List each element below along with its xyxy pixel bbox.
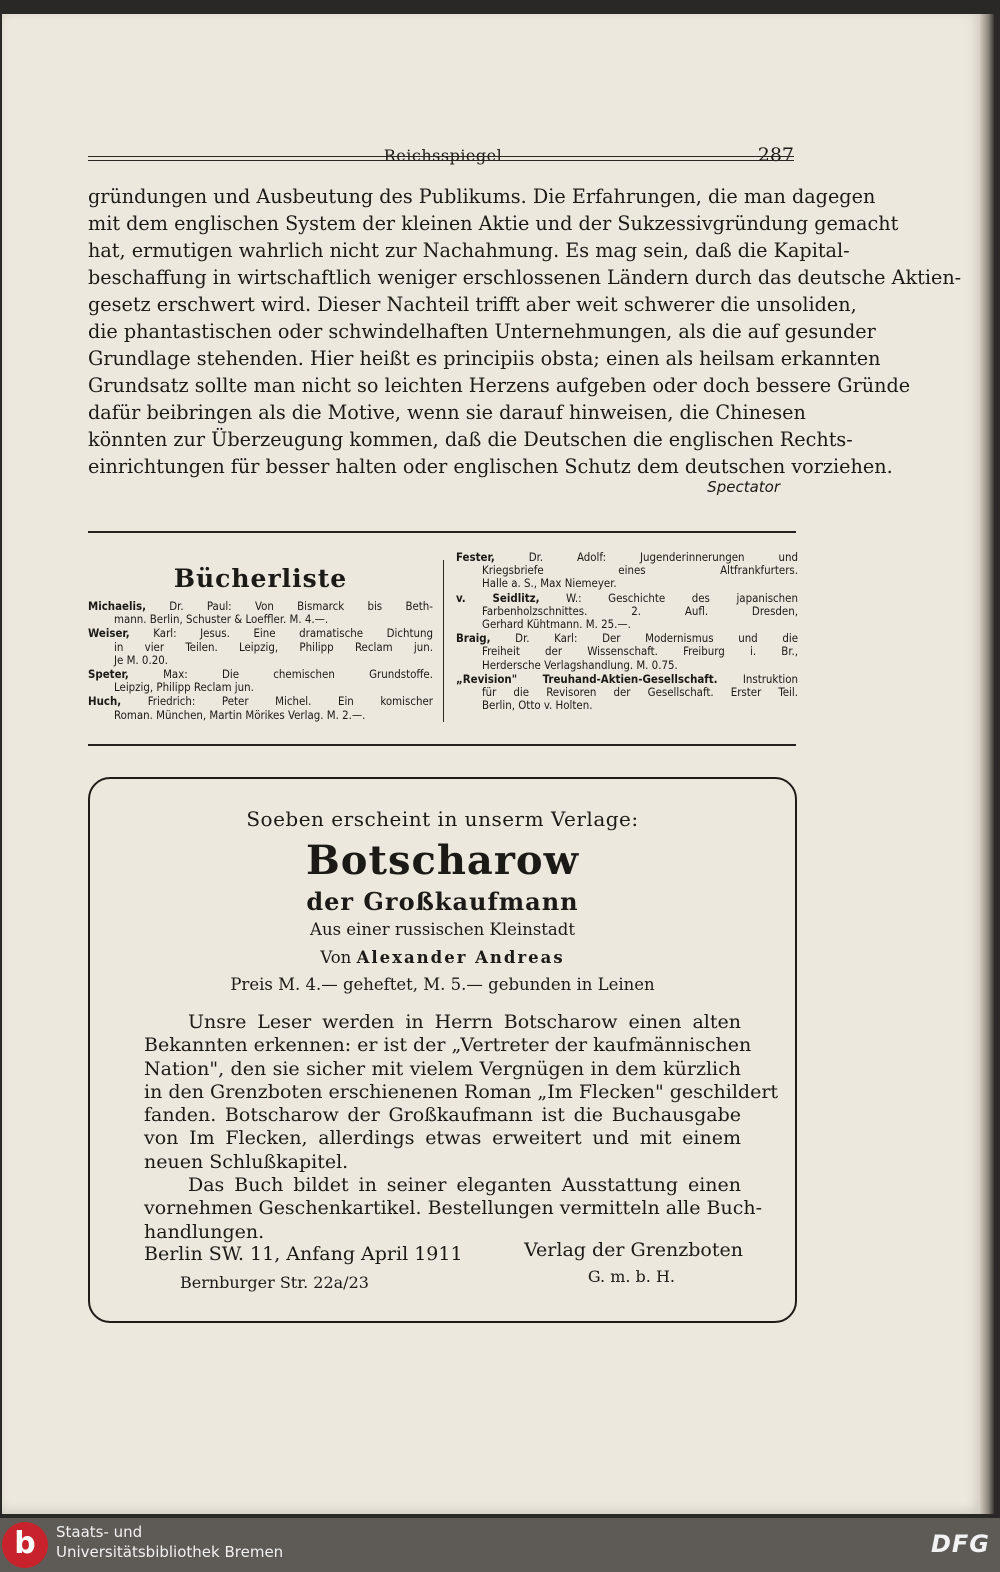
ad-author-prefix: Von xyxy=(320,948,352,967)
book-entry xyxy=(456,632,798,672)
book-entry-line: Roman. München, Martin Mörikes Verlag. M. 2.—. xyxy=(114,707,366,722)
dfg-logo[interactable]: DFG xyxy=(930,1530,990,1558)
book-entry-line: Herdersche Verlagshandlung. M. 0.75. xyxy=(482,657,678,672)
book-entry-line: v. Seidlitz, W.: Geschichte des japanischen xyxy=(456,590,798,605)
book-entry-line: Halle a. S., Max Niemeyer. xyxy=(482,576,617,591)
ad-company-form: G. m. b. H. xyxy=(587,1267,675,1286)
article-line: gesetz erschwert wird. Dieser Nachteil trifft aber weit schwerer die unsoliden, xyxy=(88,293,857,316)
book-list-left-entries xyxy=(88,600,433,723)
book-entry xyxy=(88,627,433,667)
book-entry-line: mann. Berlin, Schuster & Loeffler. M. 4.—. xyxy=(114,612,329,627)
ad-line: vornehmen Geschenkartikel. Bestellungen vermitteln alle Buch- xyxy=(144,1197,763,1220)
column-divider xyxy=(443,560,444,722)
book-list-title: Bücherliste xyxy=(173,564,348,593)
book-entry-line: Weiser, Karl: Jesus. Eine dramatische Dichtung xyxy=(88,626,433,641)
ad-line: fanden. Botscharow der Großkaufmann ist die Buchausgabe xyxy=(144,1104,741,1127)
book-entry-line: Farbenholzschnittes. 2. Aufl. Dresden, xyxy=(482,603,798,618)
advertisement-box xyxy=(88,777,797,1323)
book-entry-author: „Revision" Treuhand-Aktien-Gesellschaft. xyxy=(456,671,718,686)
ad-publisher: Verlag der Grenzboten xyxy=(524,1239,743,1261)
ad-street: Bernburger Str. 22a/23 xyxy=(180,1273,369,1292)
running-title: Reichsspiegel xyxy=(383,146,503,165)
article-text xyxy=(88,183,962,480)
book-entry-author: v. Seidlitz, xyxy=(456,590,540,605)
book-entry-author: Speter, xyxy=(88,667,129,682)
book-entry-line: Speter, Max: Die chemischen Grundstoffe. xyxy=(88,667,433,682)
book-entry-line: für die Revisoren der Gesellschaft. Erster Teil. xyxy=(482,685,798,700)
book-entry-line: Je M. 0.20. xyxy=(114,652,168,667)
ad-line: in den Grenzboten erschienenen Roman „Im Flecken" geschildert xyxy=(144,1080,779,1103)
article-line: mit dem englischen System der kleinen Aktie und der Sukzessivgründung gemacht xyxy=(88,212,899,235)
article-line: die phantastischen oder schwindelhaften Unternehmungen, als die auf gesunder xyxy=(88,320,876,343)
ad-line: handlungen. xyxy=(144,1220,265,1243)
ad-author-name: Alexander Andreas xyxy=(356,948,565,967)
book-entry-line: Braig, Dr. Karl: Der Modernismus und die xyxy=(456,631,798,646)
ad-line: neuen Schlußkapitel. xyxy=(144,1150,349,1173)
ad-intro: Soeben erscheint in unserm Verlage: xyxy=(246,807,639,831)
book-list-left-column xyxy=(88,548,433,728)
book-list-right-column xyxy=(456,548,798,728)
header-rule xyxy=(88,156,794,157)
section-rule-top xyxy=(88,531,796,533)
page-edge xyxy=(980,14,994,1514)
library-name-line1[interactable]: Staats- und xyxy=(56,1523,143,1541)
ad-book-subtitle: der Großkaufmann xyxy=(306,887,579,916)
article-line: beschaffung in wirtschaftlich weniger erschlossenen Ländern durch das deutsche Aktien- xyxy=(88,266,962,289)
ad-book-title: Botscharow xyxy=(305,837,580,884)
book-entry-line: Huch, Friedrich: Peter Michel. Ein komischer xyxy=(88,694,433,709)
section-rule-bottom xyxy=(88,744,796,746)
book-entry-line: Berlin, Otto v. Holten. xyxy=(482,698,593,713)
book-entry xyxy=(456,551,798,591)
book-entry-line: Michaelis, Dr. Paul: Von Bismarck bis Beth- xyxy=(88,599,433,613)
page-number: 287 xyxy=(757,144,794,166)
book-entry-author: Huch, xyxy=(88,694,122,709)
book-entry-line: Gerhard Kühtmann. M. 25.—. xyxy=(482,617,631,632)
article-line: Grundsatz sollte man nicht so leichten Herzens aufgeben oder doch bessere Gründe xyxy=(88,374,911,397)
ad-line: Unsre Leser werden in Herrn Botscharow einen alten xyxy=(188,1011,741,1033)
ad-line: Bekannten erkennen: er ist der „Vertreter der kaufmännischen xyxy=(144,1034,752,1057)
ad-price: Preis M. 4.— geheftet, M. 5.— gebunden in Leinen xyxy=(230,975,655,994)
article-line: könnten zur Überzeugung kommen, daß die Deutschen die englischen Rechts- xyxy=(88,428,853,451)
book-entry-line: Fester, Dr. Adolf: Jugenderinnerungen und xyxy=(456,550,798,564)
ad-book-origin: Aus einer russischen Kleinstadt xyxy=(310,920,575,939)
book-entry-author: Fester, xyxy=(456,550,495,564)
ad-line: von Im Flecken, allerdings etwas erweitert und mit einem xyxy=(144,1127,741,1150)
book-entry xyxy=(88,600,433,626)
book-entry-author: Braig, xyxy=(456,631,491,646)
book-entry-line: Freiheit der Wissenschaft. Freiburg i. Br., xyxy=(482,644,798,659)
book-entry-line: Kriegsbriefe eines Altfrankfurters. xyxy=(482,563,798,578)
book-entry-author: Michaelis, xyxy=(88,599,146,613)
article-line: einrichtungen für besser halten oder englischen Schutz dem deutschen vorziehen. xyxy=(88,455,893,478)
ad-description xyxy=(144,1011,779,1244)
article-signature: Spectator xyxy=(707,478,780,496)
running-head xyxy=(90,144,796,166)
header-rule-thin xyxy=(88,160,794,161)
ad-line: Nation", den sie sicher mit vielem Vergnügen in dem kürzlich xyxy=(144,1057,741,1080)
article-line: Grundlage stehenden. Hier heißt es principiis obsta; einen als heilsam erkannten xyxy=(88,347,881,370)
book-list-right-entries xyxy=(456,551,798,713)
ad-line: Das Buch bildet in seiner eleganten Ausstattung einen xyxy=(188,1174,741,1197)
library-logo-icon[interactable]: b xyxy=(2,1522,48,1568)
book-list xyxy=(88,548,796,728)
article-line: gründungen und Ausbeutung des Publikums. Die Erfahrungen, die man dagegen xyxy=(88,185,876,208)
article-line: hat, ermutigen wahrlich nicht zur Nachahmung. Es mag sein, daß die Kapital- xyxy=(88,239,850,262)
ad-author-line xyxy=(90,948,795,967)
article-line: dafür beibringen als die Motive, wenn sie darauf hinweisen, die Chinesen xyxy=(88,401,806,424)
book-entry-line: „Revision" Treuhand-Aktien-Gesellschaft. Instruktion xyxy=(456,671,798,686)
book-entry-line: in vier Teilen. Leipzig, Philipp Reclam jun. xyxy=(114,639,433,654)
book-entry xyxy=(88,695,433,721)
book-entry-line: Leipzig, Philipp Reclam jun. xyxy=(114,680,254,695)
book-entry xyxy=(88,668,433,694)
book-entry xyxy=(456,673,798,713)
ad-city-date: Berlin SW. 11, Anfang April 1911 xyxy=(144,1243,463,1265)
library-name-line2[interactable]: Universitätsbibliothek Bremen xyxy=(56,1543,284,1561)
book-entry-author: Weiser, xyxy=(88,626,130,641)
book-entry xyxy=(456,592,798,632)
